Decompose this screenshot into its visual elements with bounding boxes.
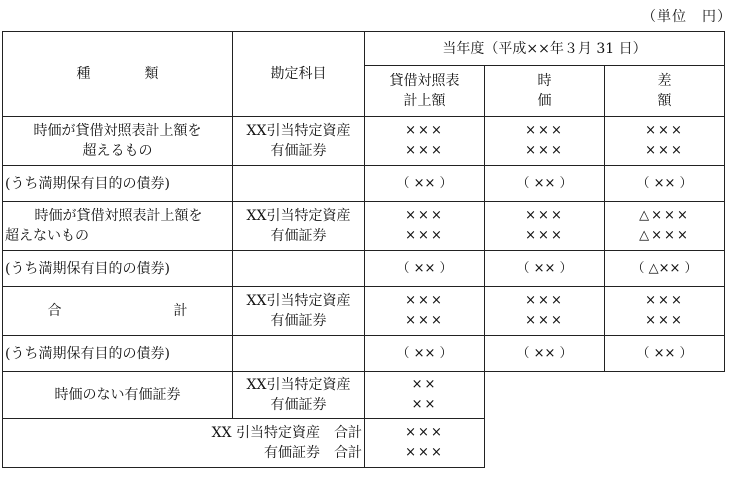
notexceed-htm-book: （ ×× ） bbox=[365, 251, 485, 287]
notexceed-account bbox=[233, 202, 365, 251]
exceed-book bbox=[365, 117, 485, 166]
exceed-type-line2: 超えるもの bbox=[82, 143, 153, 159]
total-book-1: ××× bbox=[405, 293, 444, 308]
total-htm-market: （ ×× ） bbox=[485, 336, 605, 372]
row-total bbox=[3, 287, 725, 336]
total-account-line1: XX引当特定資産 bbox=[246, 293, 351, 309]
exceed-htm-account bbox=[233, 166, 365, 202]
notexceed-market-2: ××× bbox=[525, 228, 564, 243]
nomarket-empty-area bbox=[485, 372, 725, 468]
nomarket-account bbox=[233, 372, 365, 419]
row-notexceed bbox=[3, 202, 725, 251]
grand-total-label-line1: XX 引当特定資産 合計 bbox=[211, 425, 362, 441]
total-diff bbox=[605, 287, 725, 336]
total-account bbox=[233, 287, 365, 336]
nomarket-book-1: ×× bbox=[411, 377, 438, 392]
total-htm-type: (うち満期保有目的の債券) bbox=[3, 336, 233, 372]
notexceed-market bbox=[485, 202, 605, 251]
notexceed-htm-market: （ ×× ） bbox=[485, 251, 605, 287]
exceed-diff-2: ××× bbox=[645, 143, 684, 158]
total-htm-diff: （ ×× ） bbox=[605, 336, 725, 372]
total-diff-2: ××× bbox=[645, 313, 684, 328]
row-total-htm bbox=[3, 336, 725, 372]
exceed-htm-diff: （ ×× ） bbox=[605, 166, 725, 202]
header-row-1 bbox=[3, 32, 725, 66]
notexceed-htm-type: (うち満期保有目的の債券) bbox=[3, 251, 233, 287]
notexceed-book-1: ××× bbox=[405, 208, 444, 223]
total-market-1: ××× bbox=[525, 293, 564, 308]
notexceed-diff-1: △××× bbox=[639, 208, 690, 223]
total-diff-1: ××× bbox=[645, 293, 684, 308]
grand-total-book-2: ××× bbox=[405, 445, 444, 460]
unit-label: （単位 円） bbox=[642, 9, 732, 25]
header-type: 種 類 bbox=[3, 32, 233, 117]
exceed-htm-type: (うち満期保有目的の債券) bbox=[3, 166, 233, 202]
nomarket-type: 時価のない有価証券 bbox=[3, 372, 233, 419]
exceed-account-line1: XX引当特定資産 bbox=[246, 123, 351, 139]
row-notexceed-htm bbox=[3, 251, 725, 287]
header-account: 勘定科目 bbox=[233, 32, 365, 117]
notexceed-htm-diff: （ △×× ） bbox=[605, 251, 725, 287]
grand-total-label-line2: 有価証券 合計 bbox=[264, 445, 362, 461]
grand-total-book bbox=[365, 419, 485, 468]
nomarket-account-line1: XX引当特定資産 bbox=[246, 377, 351, 393]
row-exceed bbox=[3, 117, 725, 166]
notexceed-account-line2: 有価証券 bbox=[270, 228, 327, 244]
total-market bbox=[485, 287, 605, 336]
header-difference: 差 額 bbox=[605, 66, 725, 117]
header-book-value-line1: 貸借対照表 bbox=[389, 73, 460, 89]
exceed-type-line1: 時価が貸借対照表計上額を bbox=[33, 123, 202, 139]
exceed-market-1: ××× bbox=[525, 123, 564, 138]
notexceed-type bbox=[3, 202, 233, 251]
securities-table bbox=[2, 31, 725, 468]
grand-total-book-1: ××× bbox=[405, 425, 444, 440]
exceed-diff-1: ××× bbox=[645, 123, 684, 138]
notexceed-market-1: ××× bbox=[525, 208, 564, 223]
notexceed-htm-account bbox=[233, 251, 365, 287]
exceed-diff bbox=[605, 117, 725, 166]
exceed-book-1: ××× bbox=[405, 123, 444, 138]
notexceed-diff-2: △××× bbox=[639, 228, 690, 243]
exceed-type bbox=[3, 117, 233, 166]
exceed-htm-book: （ ×× ） bbox=[365, 166, 485, 202]
header-market-value: 時 価 bbox=[485, 66, 605, 117]
notexceed-book-2: ××× bbox=[405, 228, 444, 243]
notexceed-type-line1: 時価が貸借対照表計上額を bbox=[34, 208, 203, 224]
notexceed-book bbox=[365, 202, 485, 251]
nomarket-account-line2: 有価証券 bbox=[270, 397, 327, 413]
total-type: 合 計 bbox=[3, 287, 233, 336]
header-book-value bbox=[365, 66, 485, 117]
exceed-market bbox=[485, 117, 605, 166]
grand-total-label bbox=[3, 419, 365, 468]
exceed-htm-market: （ ×× ） bbox=[485, 166, 605, 202]
total-account-line2: 有価証券 bbox=[270, 313, 327, 329]
row-exceed-htm bbox=[3, 166, 725, 202]
notexceed-type-line2: 超えないもの bbox=[5, 228, 89, 244]
exceed-account-line2: 有価証券 bbox=[270, 143, 327, 159]
total-htm-account bbox=[233, 336, 365, 372]
exceed-book-2: ××× bbox=[405, 143, 444, 158]
header-book-value-line2: 計上額 bbox=[403, 93, 446, 109]
row-nomarket bbox=[3, 372, 725, 419]
total-market-2: ××× bbox=[525, 313, 564, 328]
total-book bbox=[365, 287, 485, 336]
notexceed-account-line1: XX引当特定資産 bbox=[246, 208, 351, 224]
total-book-2: ××× bbox=[405, 313, 444, 328]
total-htm-book: （ ×× ） bbox=[365, 336, 485, 372]
header-current-year: 当年度（平成××年３月 31 日） bbox=[365, 32, 725, 66]
notexceed-diff bbox=[605, 202, 725, 251]
exceed-account bbox=[233, 117, 365, 166]
nomarket-book bbox=[365, 372, 485, 419]
exceed-market-2: ××× bbox=[525, 143, 564, 158]
nomarket-book-2: ×× bbox=[411, 397, 438, 412]
